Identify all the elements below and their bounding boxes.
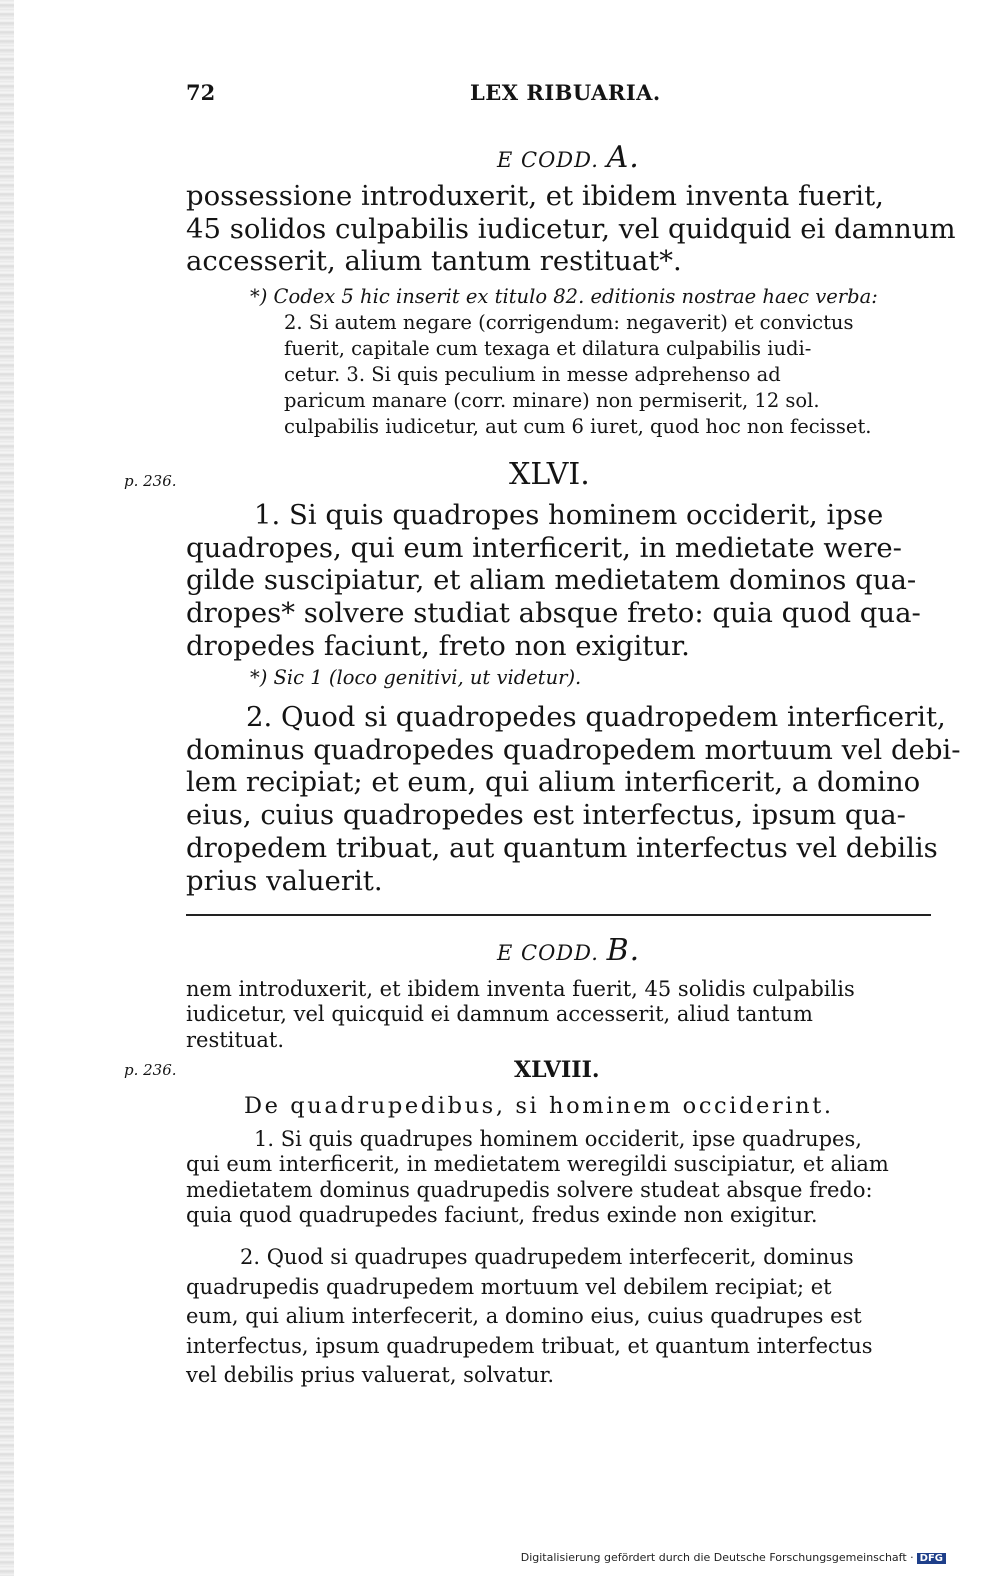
footnote-line: cetur. 3. Si quis peculium in messe adprehenso ad [284,363,781,386]
text-line: accesserit, alium tantum restituat*. [186,245,682,278]
section-b-para2 [186,1243,873,1391]
section-a-title: XLVI. [509,457,590,492]
section-a-para2 [186,701,961,897]
text-line: prius valuerit. [186,864,383,897]
text-line: vel debilis prius valuerat, solvatur. [186,1363,555,1387]
footnote-line: culpabilis iudicetur, aut cum 6 iuret, quod hoc non fecisset. [284,415,872,438]
dfg-logo: DFG [917,1553,946,1564]
section-a-para1 [186,499,921,663]
section-a-footnote2: *) Sic 1 (loco genitivi, ut videtur). [250,666,582,689]
section-b-title: XLVIII. [514,1057,600,1083]
section-b-subheading: De quadrupedibus, si hominem occiderint. [244,1093,834,1119]
section-b-text [186,977,855,1053]
footnote-line: fuerit, capitale cum texaga et dilatura culpabilis iudi- [284,337,812,360]
text-line: nem introduxerit, et ibidem inventa fuerit, 45 solidis culpabilis [186,977,855,1001]
text-line: 1. Si quis quadrupes hominem occiderit, ipse quadrupes, [254,1127,862,1151]
footnote-line: paricum manare (corr. minare) non permiserit, 12 sol. [284,389,820,412]
text-line: dominus quadropedes quadropedem mortuum vel debi- [186,733,961,766]
text-line: interfectus, ipsum quadrupedem tribuat, et quantum interfectus [186,1333,873,1358]
section-divider [186,914,931,916]
text-line: 45 solidos culpabilis iudicetur, vel quidquid ei damnum [186,212,956,245]
text-line: lem recipiat; et eum, qui alium interficerit, a domino [186,766,921,799]
section-a-label: E CODD. [497,148,599,172]
text-line: medietatem dominus quadrupedis solvere studeat absque fredo: [186,1177,873,1202]
section-b-para1 [186,1127,889,1229]
text-line: qui eum interficerit, in medietatem weregildi suscipiatur, et aliam [186,1152,889,1177]
text-line: restituat. [186,1027,284,1052]
running-title: LEX RIBUARIA. [470,80,661,105]
text-line: iudicetur, vel quicquid ei damnum accesserit, aliud tantum [186,1002,813,1027]
section-a-footnote [250,284,878,440]
section-a-letter: A. [606,140,640,175]
text-line: quadrupedis quadrupedem mortuum vel debilem recipiat; et [186,1274,832,1299]
scan-edge [0,0,14,1576]
margin-page-ref: p. 236. [124,1061,177,1079]
text-line: 2. Quod si quadropedes quadropedem interficerit, [246,701,946,733]
section-a-text [186,180,956,278]
page-number: 72 [186,80,216,105]
text-line: gilde suscipiatur, et aliam medietatem dominos qua- [186,564,917,597]
text-line: dropedem tribuat, aut quantum interfectus vel debilis [186,831,938,864]
section-b-heading [497,933,640,968]
text-line: quia quod quadrupedes faciunt, fredus exinde non exigitur. [186,1203,818,1228]
footer-text: Digitalisierung gefördert durch die Deutsche Forschungsgemeinschaft · [520,1551,914,1564]
section-a-heading [497,140,640,175]
text-line: eius, cuius quadropedes est interfectus, ipsum qua- [186,799,906,832]
digitization-footer [521,1551,946,1564]
margin-page-ref: p. 236. [124,472,177,490]
text-line: dropedes faciunt, freto non exigitur. [186,629,690,662]
text-line: dropes* solvere studiat absque freto: quia quod qua- [186,597,921,630]
text-line: quadropes, qui eum interficerit, in medietate were- [186,531,902,564]
text-line: eum, qui alium interfecerit, a domino eius, cuius quadrupes est [186,1304,862,1328]
text-line: 1. Si quis quadropes hominem occiderit, ipse [254,499,884,531]
section-b-label: E CODD. [497,941,599,965]
section-b-letter: B. [606,933,641,968]
text-line: possessione introduxerit, et ibidem inventa fuerit, [186,180,884,212]
footnote-line: *) Codex 5 hic inserit ex titulo 82. editionis nostrae haec verba: [250,285,878,308]
text-line: 2. Quod si quadrupes quadrupedem interfecerit, dominus [240,1245,854,1269]
footnote-line: 2. Si autem negare (corrigendum: negaverit) et convictus [284,311,854,334]
